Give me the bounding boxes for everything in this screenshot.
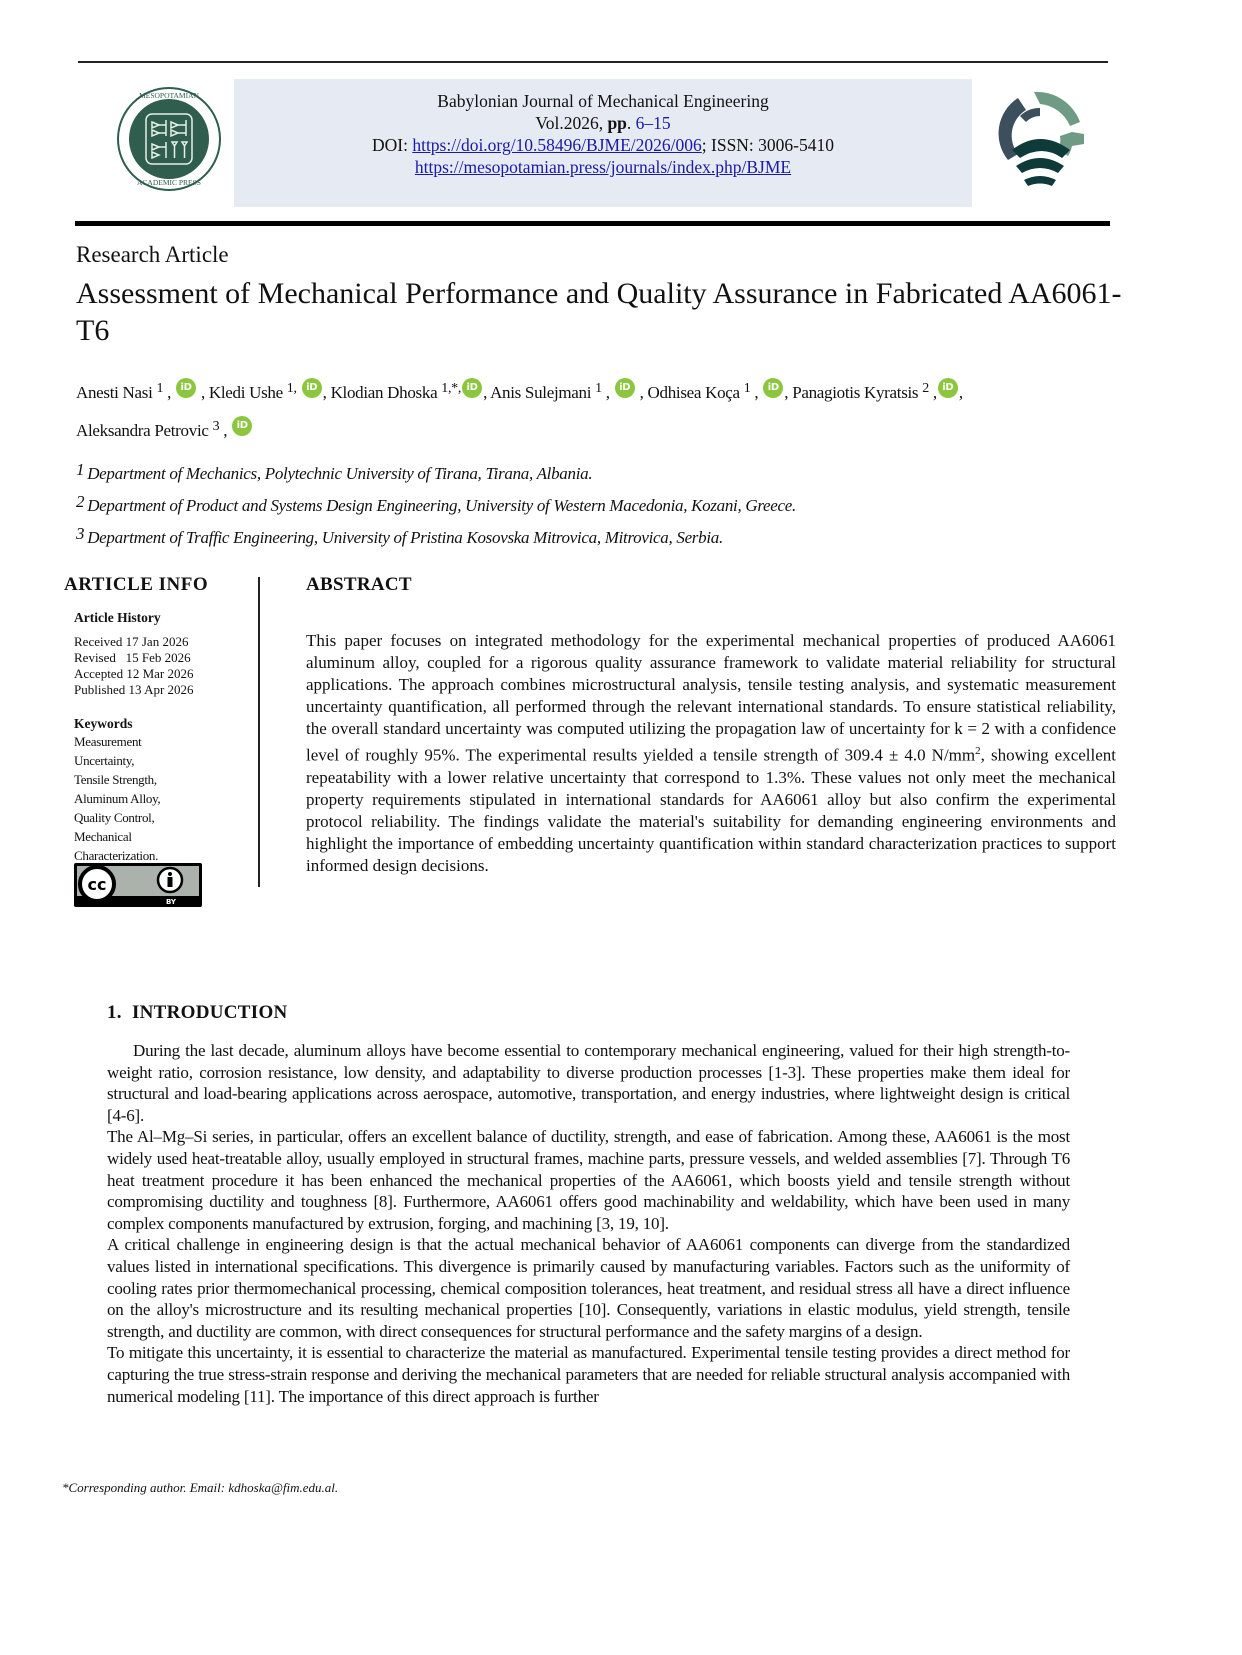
keyword: Measurement <box>74 734 142 749</box>
history-revised: Revised 15 Feb 2026 <box>74 650 191 665</box>
sep: , <box>635 383 648 402</box>
doi-label: DOI: <box>371 135 413 155</box>
sep: , <box>197 383 209 402</box>
abstract-part: , showing excellent repeatability with a lower relative uncertainty that correspond to 1.3%. These values not only meet the mechanical property requirements stipulated in international standards for AA6061 alloy but also confirm the experimental protocol reliability. The findings validate the material's suitability for demanding engineering environments and highlight the importance of embedding uncertainty quantification within standard characterization practices to support informed design decisions. <box>306 745 1117 875</box>
keyword: Uncertainty, <box>74 753 135 768</box>
affiliations <box>76 460 1136 556</box>
affiliation-text: Department of Mechanics, Polytechnic University of Tirana, Tirana, Albania. <box>87 464 593 483</box>
sep: , <box>958 383 963 402</box>
author <box>792 383 959 402</box>
author-name: Anis Sulejmani <box>490 383 596 402</box>
orcid-icon[interactable]: iD <box>615 378 635 398</box>
affiliation-number: 2 <box>76 492 85 511</box>
author <box>76 383 197 402</box>
author-affil-sup: 1,*, <box>441 381 462 396</box>
doi-link[interactable]: https://doi.org/10.58496/BJME/2026/006 <box>412 135 702 155</box>
orcid-icon[interactable]: iD <box>232 416 252 436</box>
pp-label: pp <box>607 113 627 133</box>
keyword: Aluminum Alloy, <box>74 791 161 806</box>
article-info <box>64 574 264 865</box>
paragraph: To mitigate this uncertainty, it is essential to characterize the material as manufactured. Experimental tensile testing provides a direct method for capturing the true stress-strain response and deriving the mechanical parameters that are needed for reliable structural analysis accompanied with numerical modeling [11]. The importance of this direct approach is further <box>107 1343 1070 1406</box>
affiliation-number: 3 <box>76 524 85 543</box>
sep: , <box>784 383 793 402</box>
abstract-part: This paper focuses on integrated methodology for the experimental mechanical properties of produced AA6061 aluminum alloy, coupled for a rigorous quality assurance framework to validate material reliability for structural applications. The approach combines microstructural analysis, tensile testing analysis, and systematic measurement uncertainty quantification, all performed through the relevant international standards. To ensure statistical reliability, the overall standard uncertainty was computed utilizing the propagation law of uncertainty for k = 2 with a confidence level of roughly 95%. The experimental results yielded a tensile strength of <box>306 631 1116 765</box>
journal-name: Babylonian Journal of Mechanical Engineering <box>437 91 769 111</box>
affiliation <box>76 524 1136 556</box>
cc-by-license-icon[interactable] <box>73 862 203 908</box>
sep: , <box>322 383 331 402</box>
column-divider <box>258 577 260 887</box>
author-name: Kledi Ushe <box>208 383 287 402</box>
orcid-icon[interactable]: iD <box>462 378 482 398</box>
author-affil-sup: 1 <box>156 381 164 396</box>
affiliation-text: Department of Product and Systems Design Engineering, University of Western Macedonia, Kozani, Greece. <box>87 496 796 515</box>
author-affil-sup: 1 <box>595 381 602 396</box>
author-affil-sup: 3 <box>212 419 220 434</box>
journal-header <box>234 90 972 178</box>
orcid-icon[interactable]: iD <box>302 378 322 398</box>
corresponding-author-footnote <box>62 1480 338 1496</box>
journal-url-link[interactable]: https://mesopotamian.press/journals/index.php/BJME <box>414 157 792 177</box>
sep: , <box>163 383 176 402</box>
affiliation-text: Department of Traffic Engineering, University of Pristina Kosovska Mitrovica, Mitrovica, Serbia. <box>87 528 723 547</box>
author-name: Anesti Nasi <box>76 383 157 402</box>
unit-superscript: 2 <box>975 745 981 757</box>
affiliation <box>76 492 1136 524</box>
author <box>209 383 323 402</box>
page-range: 6–15 <box>635 113 671 133</box>
author-affil-sup: 1, <box>286 381 297 396</box>
article-info-title: ARTICLE INFO <box>64 574 209 595</box>
doi-line <box>234 134 972 156</box>
sep: , <box>483 383 491 402</box>
author-name: Odhisea Koça <box>647 383 744 402</box>
paragraph: During the last decade, aluminum alloys have become essential to contemporary mechanical engineering, valued for their high strength-to-weight ratio, corrosion resistance, low density, and adaptability to diverse production processes [1-3]. These properties make them ideal for structural and load-bearing applications across aerospace, automotive, transportation, and energy industries, where lightweight design is critical [4-6]. <box>107 1041 1070 1125</box>
publisher-logo-icon <box>116 86 222 192</box>
sep: , <box>928 383 937 402</box>
sep: , <box>219 421 232 440</box>
affiliation-number: 1 <box>76 460 85 479</box>
by-text: BY <box>165 898 177 906</box>
cc-text: cc <box>87 875 107 894</box>
orcid-icon[interactable]: iD <box>763 378 783 398</box>
affiliation <box>76 460 1136 492</box>
issn: ; ISSN: 3006-5410 <box>701 135 834 155</box>
orcid-icon[interactable]: iD <box>176 378 196 398</box>
sep: , <box>750 383 763 402</box>
abstract-text <box>306 630 1116 877</box>
logo-text-top: MESOPOTAMIAN <box>139 91 199 100</box>
author <box>76 421 253 440</box>
section-heading-introduction: 1. INTRODUCTION <box>107 1002 288 1023</box>
tensile-strength-value: 309.4 ± 4.0 N/mm <box>844 745 976 765</box>
keyword: Mechanical <box>74 829 132 844</box>
keywords-title: Keywords <box>74 716 133 731</box>
author-name: Klodian Dhoska <box>330 383 442 402</box>
abstract-title: ABSTRACT <box>306 574 412 595</box>
header-divider <box>75 221 1110 226</box>
top-rule <box>78 61 1108 63</box>
author <box>490 383 636 402</box>
paragraph: A critical challenge in engineering design is that the actual mechanical behavior of AA6061 components can diverge from the standardized values listed in international specifications. This divergence is primarily caused by manufacturing variables. Factors such as the uniformity of cooling rates prior thermomechanical processing, chemical composition tolerances, heat treatment, and residual stress all have a direct influence on the alloy's microstructure and its resulting mechanical properties [10]. Consequently, variations in elastic modulus, yield strength, tensile strength, and ductility are common, with direct consequences for structural performance and the safety margins of a design. <box>107 1235 1070 1341</box>
volume-pages <box>234 112 972 134</box>
history-received: Received 17 Jan 2026 <box>74 634 189 649</box>
keyword: Tensile Strength, <box>74 772 157 787</box>
author-affil-sup: 1 <box>743 381 751 396</box>
author-name: Panagiotis Kyratsis <box>792 383 923 402</box>
author-affil-sup: 2 <box>922 381 929 396</box>
author <box>648 383 785 402</box>
volume: Vol.2026, <box>535 113 608 133</box>
author-list <box>76 372 1136 448</box>
keyword: Quality Control, <box>74 810 155 825</box>
keyword: Characterization. <box>74 848 159 863</box>
article-title: Assessment of Mechanical Performance and Quality Assurance in Fabricated AA6061-T6 <box>76 277 1122 347</box>
sep <box>297 383 301 402</box>
history-accepted: Accepted 12 Mar 2026 <box>74 666 194 681</box>
author-name: Aleksandra Petrovic <box>76 421 213 440</box>
article-history-title: Article History <box>74 610 161 625</box>
article-type: Research Article <box>76 242 229 267</box>
logo-text-bottom: ACADEMIC PRESS <box>137 178 201 187</box>
orcid-icon[interactable]: iD <box>938 378 958 398</box>
footnote-marker: * <box>62 1480 69 1495</box>
paragraph: The Al–Mg–Si series, in particular, offers an excellent balance of ductility, strength, and ease of fabrication. Among these, AA6061 is the most widely used heat-treatable alloy, usually employed in structural frames, machine parts, pressure vessels, and welded assemblies [7]. Through T6 heat treatment procedure it has been enhanced the mechanical properties of the AA6061, which boosts yield and tensile strength without compromising ductility and toughness [8]. Furthermore, AA6061 offers good machinability and weldability, which have been used in many complex components manufactured by extrusion, forging, and machining [3, 19, 10]. <box>107 1127 1070 1233</box>
pp-sep: . <box>626 113 636 133</box>
footnote-text: Corresponding author. Email: kdhoska@fim.edu.al. <box>68 1480 339 1495</box>
introduction-body <box>107 1040 1070 1407</box>
journal-gear-logo-icon <box>990 88 1090 188</box>
sep: , <box>601 383 614 402</box>
history-published: Published 13 Apr 2026 <box>74 682 194 697</box>
author <box>331 383 484 402</box>
